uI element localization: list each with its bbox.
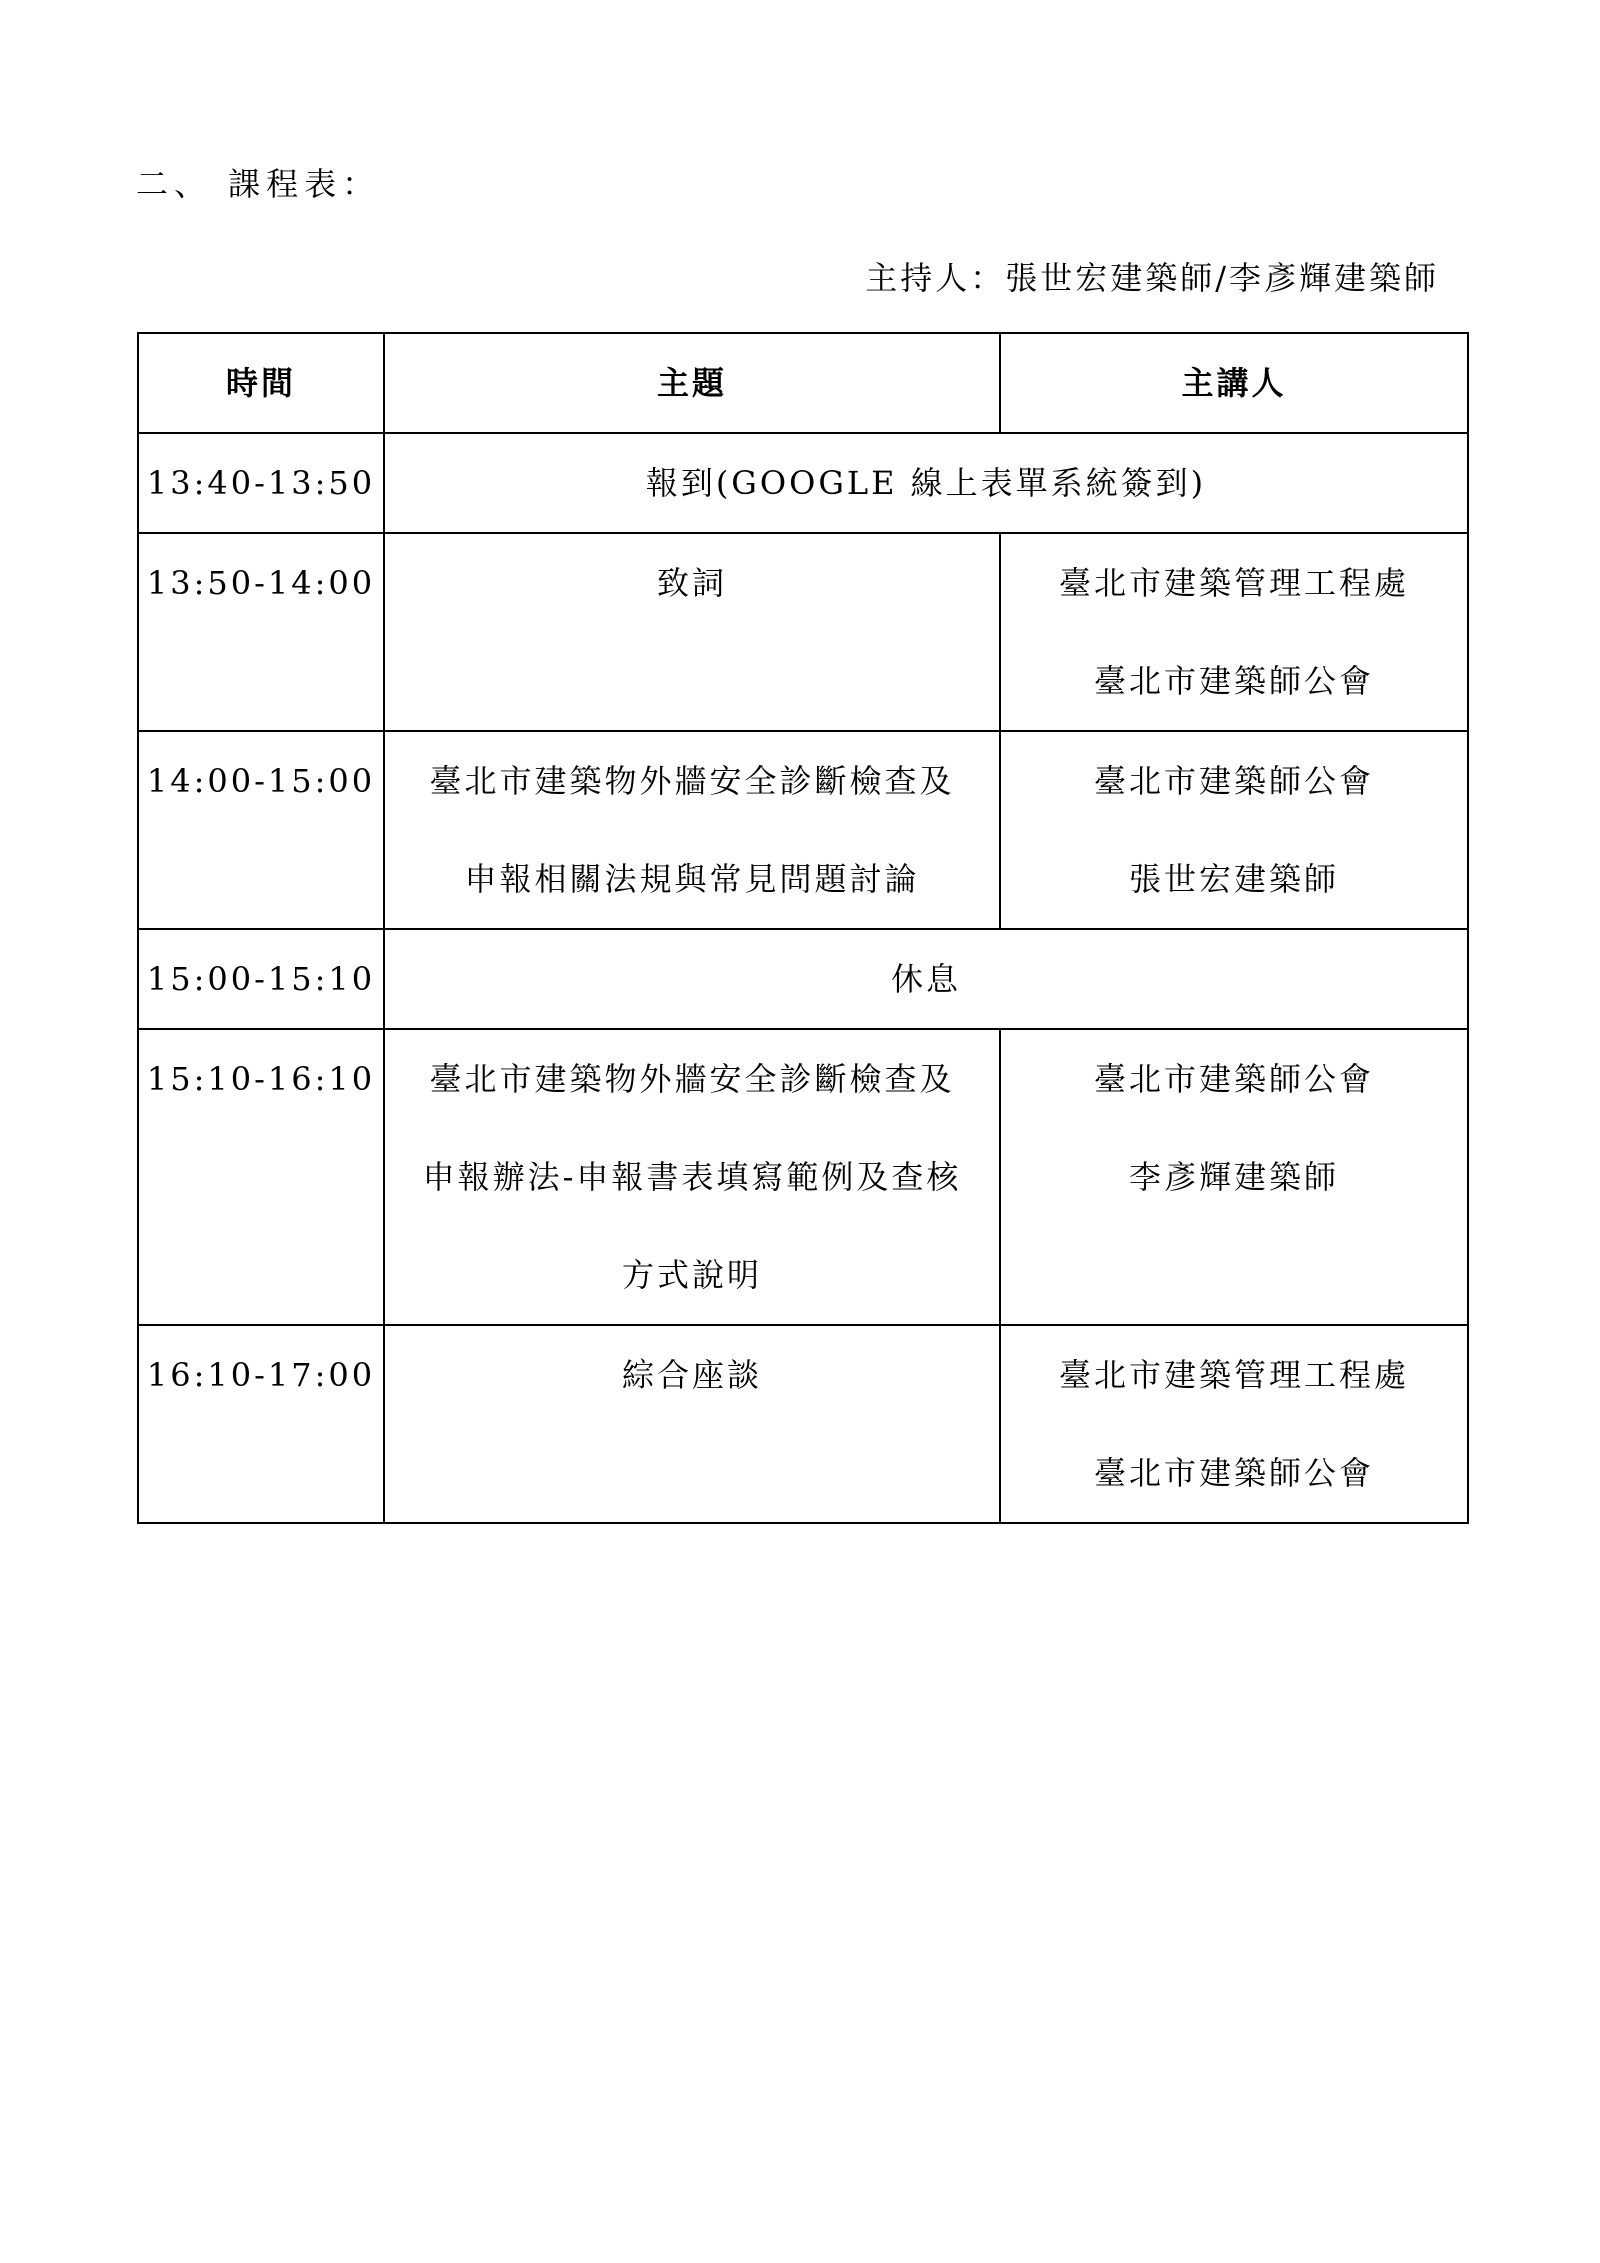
speaker-line: 臺北市建築管理工程處 xyxy=(1058,564,1409,602)
table-header-row xyxy=(138,333,1468,433)
row-topic xyxy=(384,433,1468,533)
section-title: 二、 課程表： xyxy=(136,165,381,203)
row-time: 13:50-14:00 xyxy=(138,533,384,731)
speaker-line: 臺北市建築管理工程處 xyxy=(1058,1356,1409,1394)
table-row xyxy=(138,731,1468,929)
header-speaker: 主講人 xyxy=(1000,333,1468,433)
row-time: 16:10-17:00 xyxy=(138,1325,384,1523)
topic-line: 休息 xyxy=(890,960,961,998)
row-speaker xyxy=(1000,1325,1468,1523)
speaker-line: 李彥輝建築師 xyxy=(1128,1158,1339,1196)
header-time: 時間 xyxy=(138,333,384,433)
topic-line: 致詞 xyxy=(656,564,727,602)
table-row xyxy=(138,1325,1468,1523)
speaker-line: 臺北市建築師公會 xyxy=(1093,762,1374,800)
topic-line: 臺北市建築物外牆安全診斷檢查及 xyxy=(429,1060,955,1098)
schedule-table xyxy=(137,332,1469,1524)
row-topic xyxy=(384,1029,1000,1325)
row-speaker xyxy=(1000,533,1468,731)
topic-line: 申報辦法-申報書表填寫範例及查核 xyxy=(422,1158,962,1196)
table-row xyxy=(138,433,1468,533)
row-topic xyxy=(384,1325,1000,1523)
topic-line: 方式說明 xyxy=(621,1256,762,1294)
row-topic xyxy=(384,533,1000,731)
speaker-line: 張世宏建築師 xyxy=(1128,860,1339,898)
table-row xyxy=(138,533,1468,731)
topic-line: 申報相關法規與常見問題討論 xyxy=(464,860,920,898)
row-time: 15:00-15:10 xyxy=(138,929,384,1029)
row-speaker xyxy=(1000,1029,1468,1325)
speaker-line: 臺北市建築師公會 xyxy=(1093,1454,1374,1492)
host-line: 主持人：張世宏建築師/李彥輝建築師 xyxy=(865,259,1439,297)
topic-line: 報到(GOOGLE 線上表單系統簽到) xyxy=(645,464,1207,502)
row-time: 15:10-16:10 xyxy=(138,1029,384,1325)
row-topic xyxy=(384,929,1468,1029)
speaker-line: 臺北市建築師公會 xyxy=(1093,1060,1374,1098)
row-topic xyxy=(384,731,1000,929)
table-row xyxy=(138,1029,1468,1325)
header-topic: 主題 xyxy=(384,333,1000,433)
topic-line: 綜合座談 xyxy=(621,1356,762,1394)
topic-line: 臺北市建築物外牆安全診斷檢查及 xyxy=(429,762,955,800)
table-row xyxy=(138,929,1468,1029)
speaker-line: 臺北市建築師公會 xyxy=(1093,662,1374,700)
row-time: 13:40-13:50 xyxy=(138,433,384,533)
row-speaker xyxy=(1000,731,1468,929)
row-time: 14:00-15:00 xyxy=(138,731,384,929)
